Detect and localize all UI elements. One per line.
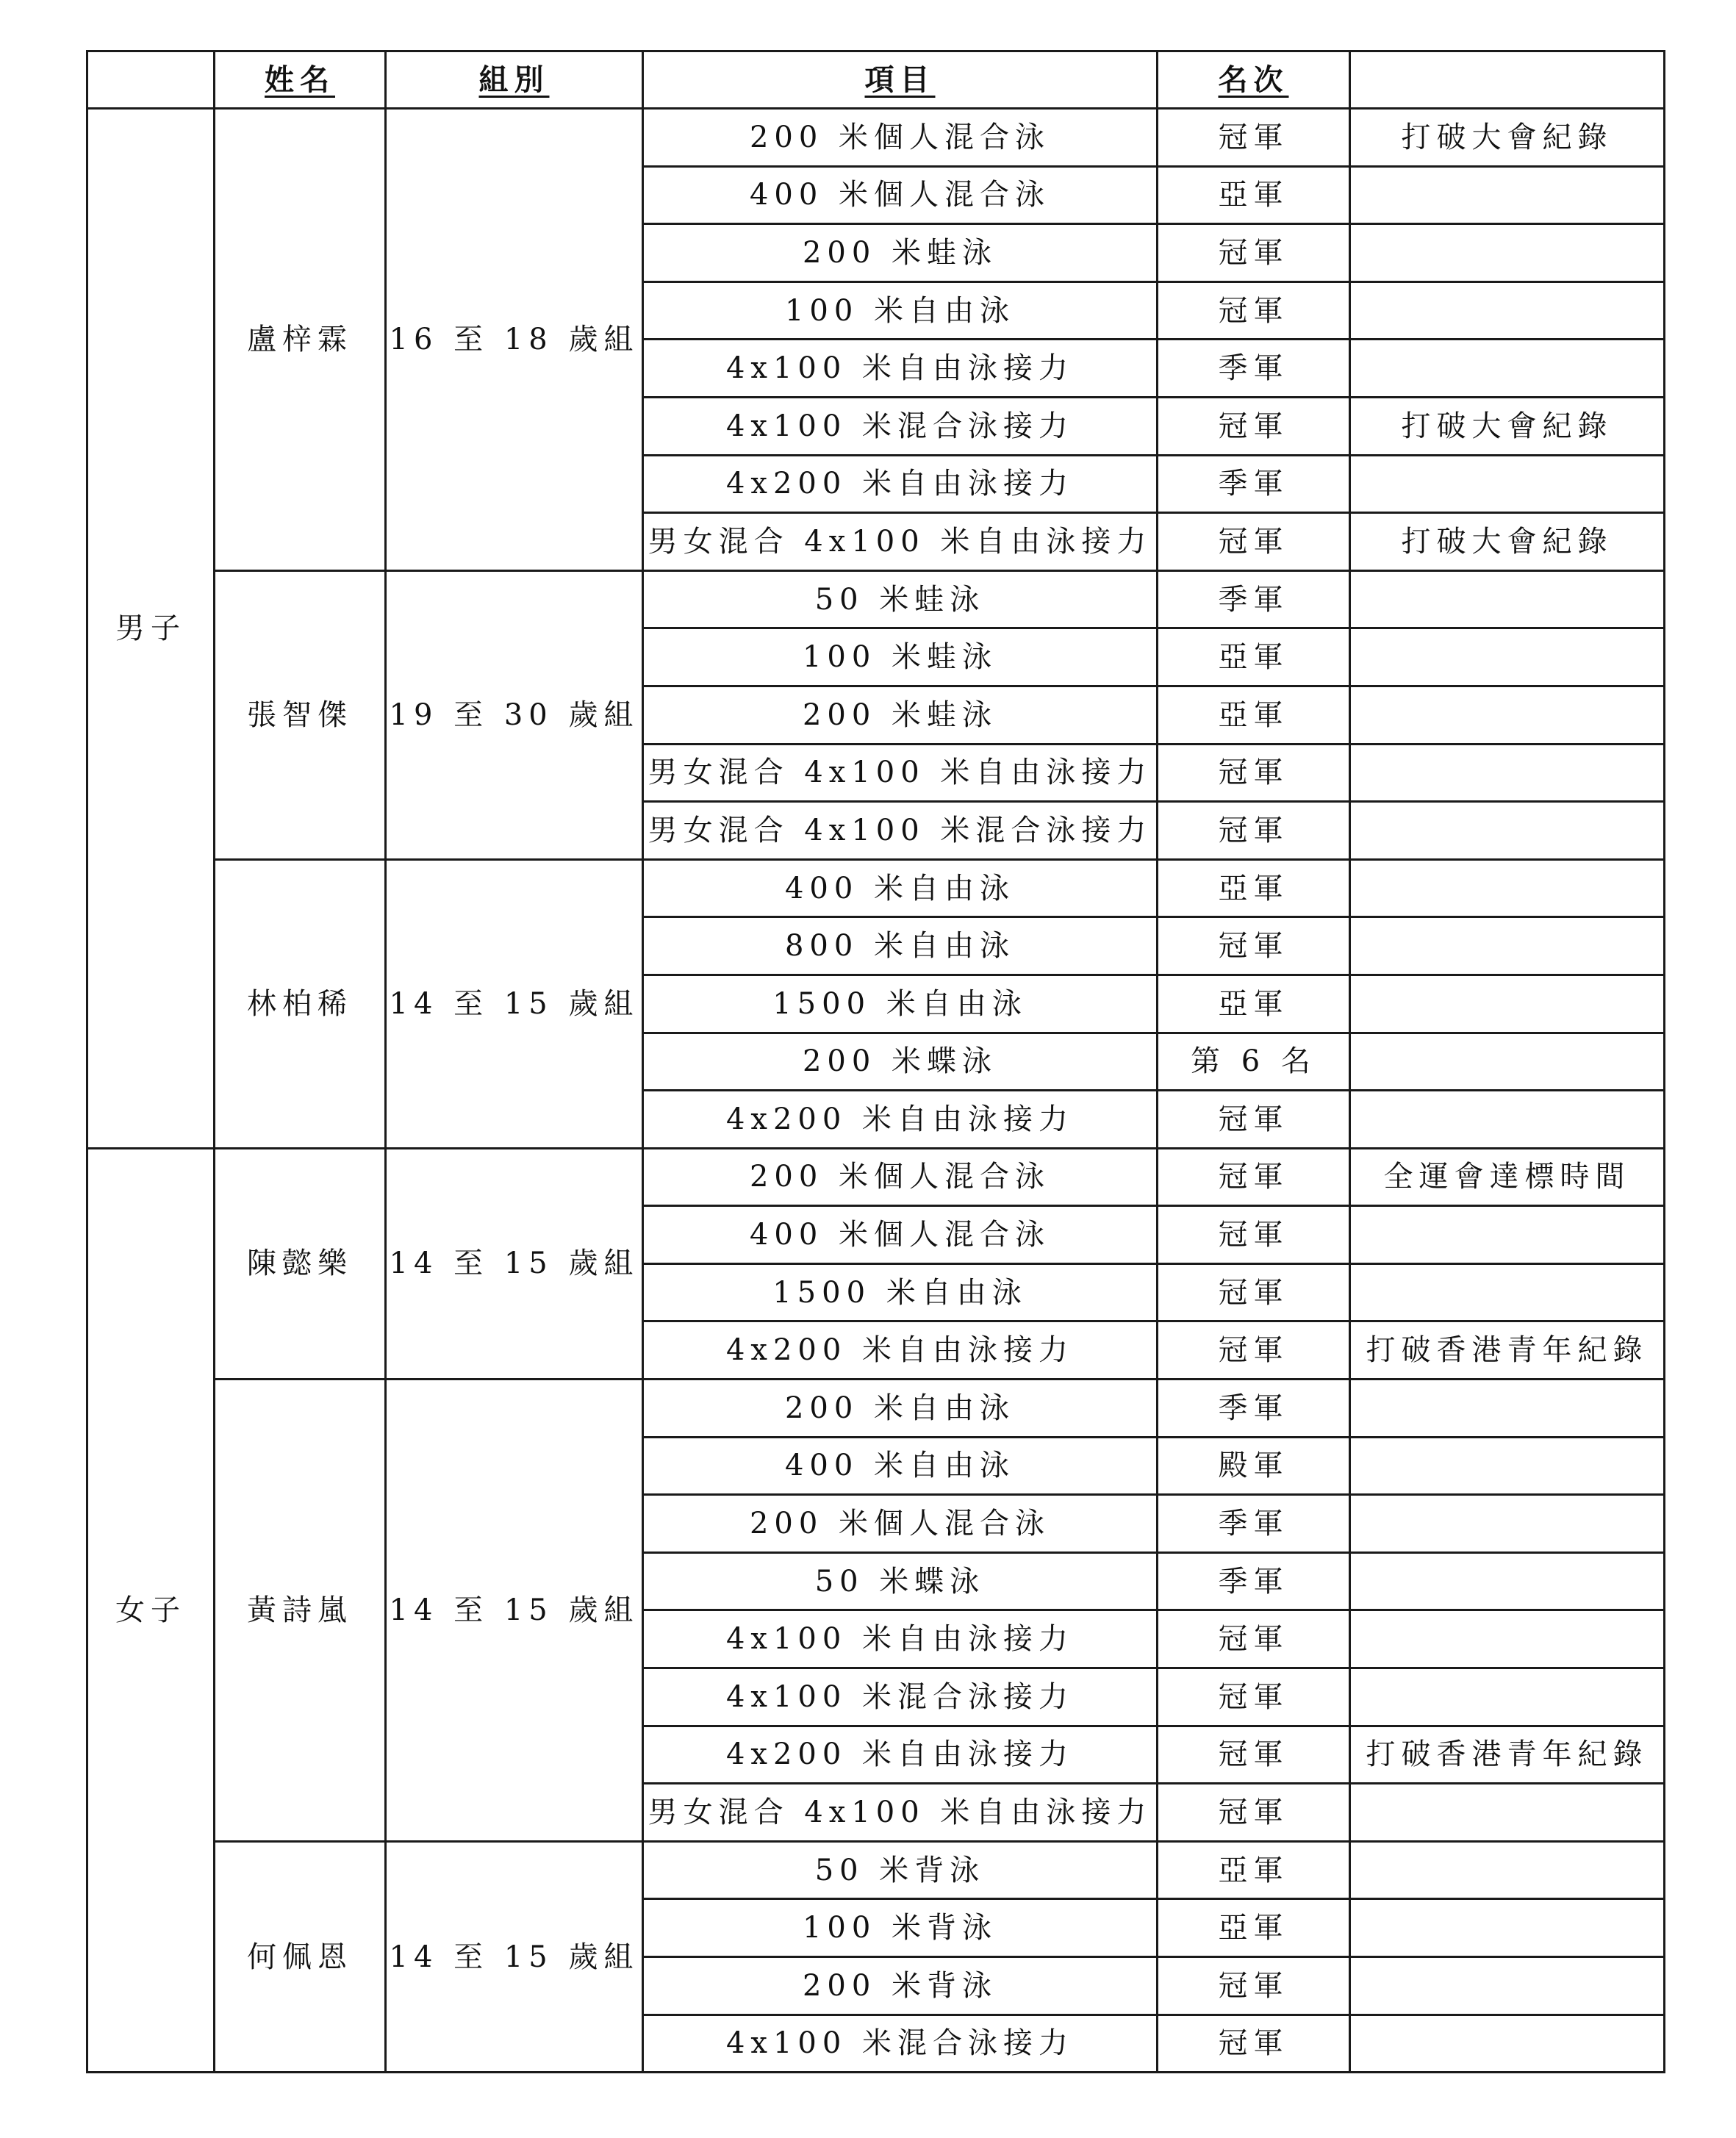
header-rank: 名次 [1158, 51, 1350, 109]
event-cell: 200 米個人混合泳 [643, 1495, 1158, 1553]
rank-cell: 冠軍 [1158, 1610, 1350, 1668]
remark-cell: 打破香港青年紀錄 [1350, 1726, 1665, 1784]
event-cell: 4x100 米混合泳接力 [643, 1668, 1158, 1726]
event-cell: 800 米自由泳 [643, 917, 1158, 975]
event-cell: 200 米背泳 [643, 1957, 1158, 2015]
athlete-name: 何佩恩 [215, 1841, 386, 2072]
remark-cell [1350, 340, 1665, 398]
rank-cell: 季軍 [1158, 340, 1350, 398]
event-cell: 4x200 米自由泳接力 [643, 455, 1158, 513]
rank-cell: 冠軍 [1158, 513, 1350, 571]
remark-cell [1350, 628, 1665, 686]
header-gender [87, 51, 215, 109]
remark-cell [1350, 570, 1665, 628]
event-cell: 50 米蛙泳 [643, 570, 1158, 628]
rank-cell: 冠軍 [1158, 1726, 1350, 1784]
remark-cell [1350, 166, 1665, 224]
rank-cell: 冠軍 [1158, 397, 1350, 455]
remark-cell [1350, 1841, 1665, 1899]
event-cell: 4x100 米自由泳接力 [643, 340, 1158, 398]
table-row [87, 1148, 1665, 1206]
event-cell: 100 米背泳 [643, 1899, 1158, 1957]
rank-cell: 季軍 [1158, 1380, 1350, 1438]
event-cell: 400 米個人混合泳 [643, 166, 1158, 224]
remark-cell [1350, 1091, 1665, 1149]
remark-cell [1350, 917, 1665, 975]
age-group: 14 至 15 歲組 [386, 1841, 643, 2072]
rank-cell: 冠軍 [1158, 281, 1350, 340]
remark-cell [1350, 1263, 1665, 1321]
remark-cell [1350, 1957, 1665, 2015]
remark-cell: 打破大會紀錄 [1350, 397, 1665, 455]
rank-cell: 第 6 名 [1158, 1033, 1350, 1091]
event-cell: 1500 米自由泳 [643, 975, 1158, 1033]
table-row [87, 1841, 1665, 1899]
event-cell: 男女混合 4x100 米混合泳接力 [643, 802, 1158, 860]
results-table [86, 50, 1665, 2073]
gender-cell: 男子 [87, 109, 215, 1149]
header-row [87, 51, 1665, 109]
rank-cell: 冠軍 [1158, 2015, 1350, 2073]
table-row [87, 859, 1665, 917]
rank-cell: 季軍 [1158, 570, 1350, 628]
rank-cell: 季軍 [1158, 1552, 1350, 1610]
event-cell: 100 米自由泳 [643, 281, 1158, 340]
rank-cell: 冠軍 [1158, 1206, 1350, 1264]
age-group: 14 至 15 歲組 [386, 859, 643, 1148]
rank-cell: 冠軍 [1158, 802, 1350, 860]
rank-cell: 殿軍 [1158, 1437, 1350, 1495]
remark-cell [1350, 1610, 1665, 1668]
header-name: 姓名 [215, 51, 386, 109]
remark-cell [1350, 455, 1665, 513]
rank-cell: 冠軍 [1158, 1957, 1350, 2015]
gender-cell: 女子 [87, 1148, 215, 2073]
remark-cell: 全運會達標時間 [1350, 1148, 1665, 1206]
event-cell: 4x100 米混合泳接力 [643, 397, 1158, 455]
event-cell: 50 米蝶泳 [643, 1552, 1158, 1610]
remark-cell [1350, 686, 1665, 744]
rank-cell: 亞軍 [1158, 166, 1350, 224]
remark-cell [1350, 1495, 1665, 1553]
remark-cell [1350, 802, 1665, 860]
rank-cell: 冠軍 [1158, 1263, 1350, 1321]
remark-cell [1350, 1668, 1665, 1726]
remark-cell [1350, 975, 1665, 1033]
remark-cell [1350, 744, 1665, 802]
athlete-name: 陳懿樂 [215, 1148, 386, 1379]
event-cell: 200 米蛙泳 [643, 686, 1158, 744]
table-row [87, 109, 1665, 167]
age-group: 16 至 18 歲組 [386, 109, 643, 571]
rank-cell: 冠軍 [1158, 224, 1350, 282]
event-cell: 200 米自由泳 [643, 1380, 1158, 1438]
rank-cell: 冠軍 [1158, 1148, 1350, 1206]
rank-cell: 冠軍 [1158, 1784, 1350, 1842]
athlete-name: 林柏稀 [215, 859, 386, 1148]
remark-cell [1350, 1437, 1665, 1495]
athlete-name: 黃詩嵐 [215, 1380, 386, 1842]
rank-cell: 亞軍 [1158, 1841, 1350, 1899]
event-cell: 50 米背泳 [643, 1841, 1158, 1899]
event-cell: 400 米自由泳 [643, 1437, 1158, 1495]
event-cell: 200 米蛙泳 [643, 224, 1158, 282]
event-cell: 1500 米自由泳 [643, 1263, 1158, 1321]
rank-cell: 冠軍 [1158, 1668, 1350, 1726]
age-group: 19 至 30 歲組 [386, 570, 643, 859]
event-cell: 4x200 米自由泳接力 [643, 1321, 1158, 1380]
rank-cell: 冠軍 [1158, 1091, 1350, 1149]
results-body [87, 109, 1665, 2073]
table-row [87, 570, 1665, 628]
remark-cell [1350, 1784, 1665, 1842]
remark-cell [1350, 281, 1665, 340]
rank-cell: 亞軍 [1158, 628, 1350, 686]
rank-cell: 季軍 [1158, 1495, 1350, 1553]
remark-cell [1350, 1206, 1665, 1264]
rank-cell: 季軍 [1158, 455, 1350, 513]
header-group: 組別 [386, 51, 643, 109]
event-cell: 4x100 米自由泳接力 [643, 1610, 1158, 1668]
age-group: 14 至 15 歲組 [386, 1148, 643, 1379]
rank-cell: 冠軍 [1158, 744, 1350, 802]
event-cell: 200 米個人混合泳 [643, 1148, 1158, 1206]
remark-cell [1350, 224, 1665, 282]
header-event: 項目 [643, 51, 1158, 109]
event-cell: 男女混合 4x100 米自由泳接力 [643, 744, 1158, 802]
remark-cell [1350, 1380, 1665, 1438]
event-cell: 200 米蝶泳 [643, 1033, 1158, 1091]
header-remark [1350, 51, 1665, 109]
event-cell: 400 米個人混合泳 [643, 1206, 1158, 1264]
event-cell: 4x100 米混合泳接力 [643, 2015, 1158, 2073]
rank-cell: 冠軍 [1158, 109, 1350, 167]
rank-cell: 冠軍 [1158, 1321, 1350, 1380]
rank-cell: 冠軍 [1158, 917, 1350, 975]
rank-cell: 亞軍 [1158, 1899, 1350, 1957]
remark-cell [1350, 1033, 1665, 1091]
age-group: 14 至 15 歲組 [386, 1380, 643, 1842]
athlete-name: 張智傑 [215, 570, 386, 859]
event-cell: 4x200 米自由泳接力 [643, 1091, 1158, 1149]
event-cell: 100 米蛙泳 [643, 628, 1158, 686]
remark-cell: 打破大會紀錄 [1350, 109, 1665, 167]
rank-cell: 亞軍 [1158, 975, 1350, 1033]
remark-cell [1350, 859, 1665, 917]
remark-cell: 打破香港青年紀錄 [1350, 1321, 1665, 1380]
remark-cell: 打破大會紀錄 [1350, 513, 1665, 571]
remark-cell [1350, 1899, 1665, 1957]
event-cell: 200 米個人混合泳 [643, 109, 1158, 167]
event-cell: 400 米自由泳 [643, 859, 1158, 917]
remark-cell [1350, 1552, 1665, 1610]
rank-cell: 亞軍 [1158, 686, 1350, 744]
event-cell: 男女混合 4x100 米自由泳接力 [643, 513, 1158, 571]
table-row [87, 1380, 1665, 1438]
remark-cell [1350, 2015, 1665, 2073]
rank-cell: 亞軍 [1158, 859, 1350, 917]
event-cell: 4x200 米自由泳接力 [643, 1726, 1158, 1784]
athlete-name: 盧梓霖 [215, 109, 386, 571]
event-cell: 男女混合 4x100 米自由泳接力 [643, 1784, 1158, 1842]
